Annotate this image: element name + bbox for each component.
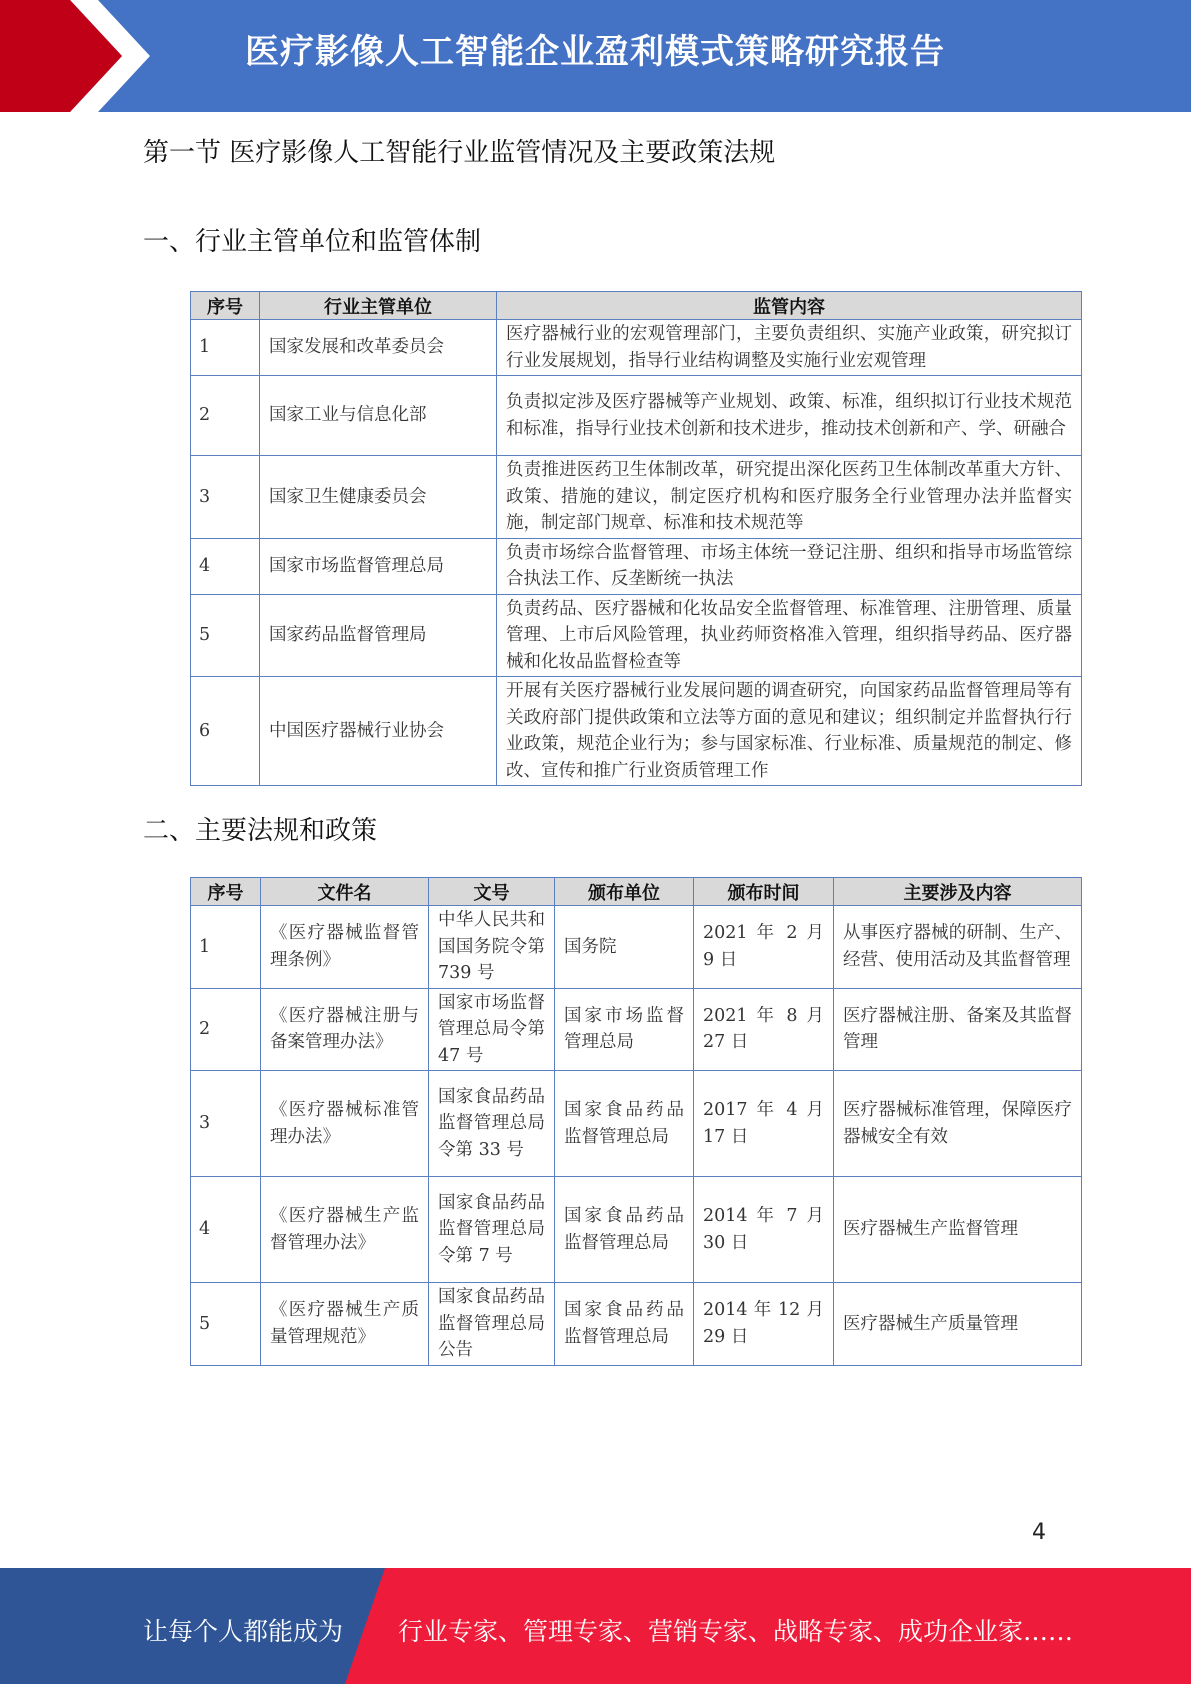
table-cell: 国家卫生健康委员会 <box>260 456 497 539</box>
subsection-title-regulators: 一、行业主管单位和监管体制 <box>143 227 482 257</box>
table-cell: 国家食品药品监督管理总局 <box>555 1283 694 1366</box>
table-cell: 4 <box>191 538 260 594</box>
table-row <box>191 594 1082 677</box>
column-header: 文件名 <box>261 878 429 906</box>
table-cell: 国家食品药品监督管理总局令第 33 号 <box>429 1071 555 1177</box>
column-header: 序号 <box>191 878 261 906</box>
column-header: 主要涉及内容 <box>834 878 1082 906</box>
table-cell: 4 <box>191 1177 261 1283</box>
column-header: 颁布单位 <box>555 878 694 906</box>
regulations-table <box>190 877 1082 1366</box>
table-row <box>191 376 1082 456</box>
table-cell: 国务院 <box>555 906 694 989</box>
table-cell: 医疗器械行业的宏观管理部门，主要负责组织、实施产业政策，研究拟订行业发展规划，指导行业结构调整及实施行业宏观管理 <box>497 320 1082 376</box>
table-cell: 负责市场综合监督管理、市场主体统一登记注册、组织和指导市场监管综合执法工作、反垄断统一执法 <box>497 538 1082 594</box>
column-header: 颁布时间 <box>694 878 834 906</box>
table-cell: 2021 年 8 月 27 日 <box>694 988 834 1071</box>
table-header-row <box>191 878 1082 906</box>
footer-banner <box>0 1568 1191 1684</box>
table-cell: 国家食品药品监督管理总局令第 7 号 <box>429 1177 555 1283</box>
table-cell: 负责药品、医疗器械和化妆品安全监督管理、标准管理、注册管理、质量管理、上市后风险管理，执业药师资格准入管理，组织指导药品、医疗器械和化妆品监督检查等 <box>497 594 1082 677</box>
table-cell: 2021 年 2 月 9 日 <box>694 906 834 989</box>
table-cell: 《医疗器械生产质量管理规范》 <box>261 1283 429 1366</box>
table-cell: 国家食品药品监督管理总局 <box>555 1071 694 1177</box>
footer-slogan-roles: 行业专家、管理专家、营销专家、战略专家、成功企业家…… <box>398 1617 1074 1646</box>
table-cell: 2014 年 12 月 29 日 <box>694 1283 834 1366</box>
header-banner <box>0 0 1191 112</box>
table-cell: 《医疗器械监督管理条例》 <box>261 906 429 989</box>
table-cell: 国家市场监督管理总局令第 47 号 <box>429 988 555 1071</box>
table-row <box>191 1283 1082 1366</box>
table-row <box>191 906 1082 989</box>
table-cell: 2014 年 7 月 30 日 <box>694 1177 834 1283</box>
column-header: 文号 <box>429 878 555 906</box>
table-cell: 1 <box>191 906 261 989</box>
footer-slogan-lead: 让每个人都能成为 <box>143 1617 344 1646</box>
table-cell: 医疗器械生产质量管理 <box>834 1283 1082 1366</box>
table-cell: 国家工业与信息化部 <box>260 376 497 456</box>
table-row <box>191 988 1082 1071</box>
table-cell: 医疗器械标准管理，保障医疗器械安全有效 <box>834 1071 1082 1177</box>
table-cell: 中国医疗器械行业协会 <box>260 677 497 786</box>
table-cell: 负责推进医药卫生体制改革，研究提出深化医药卫生体制改革重大方针、政策、措施的建议，制定医疗机构和医疗服务全行业管理办法并监督实施，制定部门规章、标准和技术规范等 <box>497 456 1082 539</box>
table-cell: 负责拟定涉及医疗器械等产业规划、政策、标准，组织拟订行业技术规范和标准，指导行业技术创新和技术进步，推动技术创新和产、学、研融合 <box>497 376 1082 456</box>
column-header: 行业主管单位 <box>260 292 497 320</box>
table-cell: 国家市场监督管理总局 <box>260 538 497 594</box>
subsection-title-regulations: 二、主要法规和政策 <box>143 816 378 846</box>
table-cell: 5 <box>191 594 260 677</box>
table-cell: 开展有关医疗器械行业发展问题的调查研究，向国家药品监督管理局等有关政府部门提供政策和立法等方面的意见和建议；组织制定并监督执行行业政策，规范企业行为；参与国家标准、行业标准、质量规范的制定、修改、宣传和推广行业资质管理工作 <box>497 677 1082 786</box>
table-cell: 6 <box>191 677 260 786</box>
table-row <box>191 1071 1082 1177</box>
table-row <box>191 1177 1082 1283</box>
column-header: 序号 <box>191 292 260 320</box>
table-cell: 2017 年 4 月 17 日 <box>694 1071 834 1177</box>
report-title: 医疗影像人工智能企业盈利模式策略研究报告 <box>245 32 945 72</box>
table-cell: 从事医疗器械的研制、生产、经营、使用活动及其监督管理 <box>834 906 1082 989</box>
regulator-table <box>190 291 1082 786</box>
column-header: 监管内容 <box>497 292 1082 320</box>
table-row <box>191 677 1082 786</box>
table-cell: 国家药品监督管理局 <box>260 594 497 677</box>
table-cell: 1 <box>191 320 260 376</box>
table-cell: 《医疗器械标准管理办法》 <box>261 1071 429 1177</box>
table-cell: 国家发展和改革委员会 <box>260 320 497 376</box>
table-cell: 国家食品药品监督管理总局 <box>555 1177 694 1283</box>
page-number: 4 <box>1032 1520 1046 1545</box>
table-cell: 中华人民共和国国务院令第 739 号 <box>429 906 555 989</box>
table-cell: 《医疗器械注册与备案管理办法》 <box>261 988 429 1071</box>
table-cell: 《医疗器械生产监督管理办法》 <box>261 1177 429 1283</box>
table-cell: 2 <box>191 988 261 1071</box>
table-cell: 医疗器械生产监督管理 <box>834 1177 1082 1283</box>
table-row <box>191 320 1082 376</box>
table-row <box>191 538 1082 594</box>
table-cell: 5 <box>191 1283 261 1366</box>
section-title: 第一节 医疗影像人工智能行业监管情况及主要政策法规 <box>143 138 776 168</box>
table-cell: 2 <box>191 376 260 456</box>
table-row <box>191 456 1082 539</box>
table-cell: 国家市场监督管理总局 <box>555 988 694 1071</box>
table-cell: 医疗器械注册、备案及其监督管理 <box>834 988 1082 1071</box>
table-header-row <box>191 292 1082 320</box>
table-cell: 国家食品药品监督管理总局公告 <box>429 1283 555 1366</box>
table-cell: 3 <box>191 456 260 539</box>
table-cell: 3 <box>191 1071 261 1177</box>
